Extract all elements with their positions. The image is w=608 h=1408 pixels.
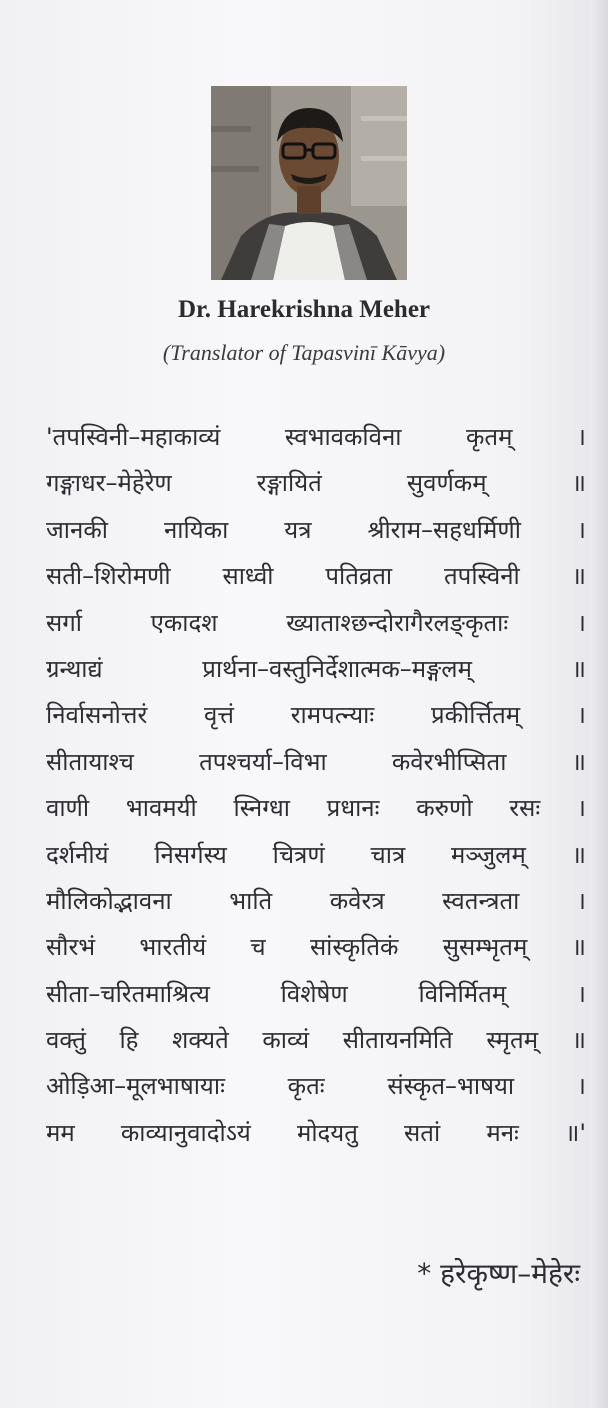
verse-line: सर्गा एकादश ख्याताश्छन्दोरागैरलङ्कृताः । [46, 608, 586, 637]
author-photo [211, 86, 407, 280]
verse-line: मौलिकोद्भावना भाति कवेरत्र स्वतन्त्रता । [46, 886, 586, 915]
verse-line: ओड़िआ–मूलभाषायाः कृतः संस्कृत–भाषया । [46, 1072, 586, 1101]
verse-line: सौरभं भारतीयं च सांस्कृतिकं सुसम्भृतम् ॥ [46, 933, 586, 962]
verse-line: वक्तुं हि शक्यते काव्यं सीतायनमिति स्मृतम् ॥ [46, 1026, 586, 1055]
verse-line: सीता–चरितमाश्रित्य विशेषेण विनिर्मितम् । [46, 979, 586, 1008]
verse-block [46, 414, 586, 1156]
verse-line: दर्शनीयं निसर्गस्य चित्रणं चात्र मञ्जुलम् ॥ [46, 840, 586, 869]
verse-line: 'तपस्विनी–महाकाव्यं स्वभावकविना कृतम् । [46, 423, 586, 451]
page-edge [590, 0, 608, 1408]
verse-line: मम काव्यानुवादोऽयं मोदयतु सतां मनः ॥' [46, 1118, 586, 1147]
verse-line: निर्वासनोत्तरं वृत्तं रामपत्न्याः प्रकीर्त्तितम् । [46, 701, 586, 730]
verse-line: सती–शिरोमणी साध्वी पतिव्रता तपस्विनी ॥ [46, 562, 586, 591]
translator-signature: * हरेकृष्ण–मेहेरः [417, 1257, 580, 1290]
verse-line: ग्रन्थाद्यं प्रार्थना–वस्तुनिर्देशात्मक–मङ्गलम् ॥ [46, 654, 586, 683]
verse-line: सीतायाश्च तपश्चर्या–विभा कवेरभीप्सिता ॥ [46, 747, 586, 776]
verse-line: गङ्गाधर–मेहेरेण रङ्गायितं सुवर्णकम् ॥ [46, 469, 586, 498]
author-role: (Translator of Tapasvinī Kāvya) [162, 340, 446, 365]
author-name: Dr. Harekrishna Meher [177, 296, 431, 323]
portrait-photo-icon [211, 86, 407, 280]
verse-line: वाणी भावमयी स्निग्धा प्रधानः करुणो रसः । [46, 794, 586, 823]
verse-line: जानकी नायिका यत्र श्रीराम–सहधर्मिणी । [46, 515, 586, 544]
